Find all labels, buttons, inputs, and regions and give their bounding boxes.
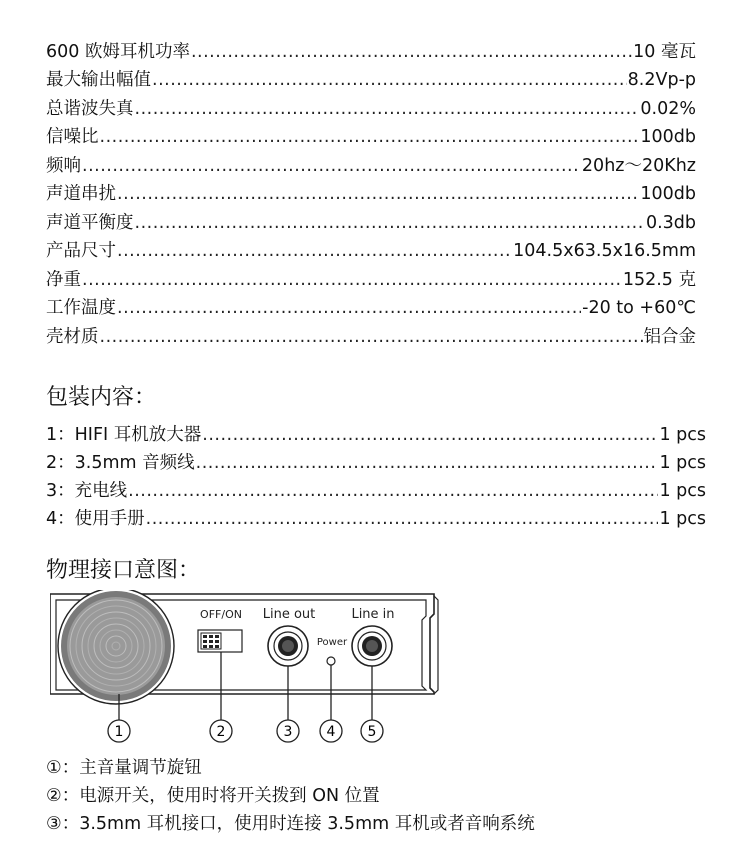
line-in-label: Line in — [351, 607, 395, 622]
package-item — [46, 418, 706, 446]
spec-row — [46, 148, 696, 177]
spec-row — [46, 91, 696, 120]
power-label: Power — [316, 637, 348, 648]
marker-2 — [210, 720, 232, 742]
line-out-jack[interactable] — [268, 626, 308, 666]
line-in-jack[interactable] — [352, 626, 392, 666]
leader-dots — [135, 212, 645, 234]
spec-value: 152.5 克 — [622, 269, 696, 290]
svg-text:2: 2 — [216, 724, 226, 740]
spec-value: 铝合金 — [643, 326, 696, 347]
spec-value: 8.2Vp-p — [627, 70, 696, 90]
spec-label: 工作温度 — [46, 298, 116, 318]
spec-label: 频响 — [46, 155, 81, 176]
spec-row — [46, 205, 696, 234]
leader-dots — [191, 41, 632, 63]
spec-label: 总谐波失真 — [46, 98, 134, 119]
leader-dots — [135, 98, 640, 120]
marker-3 — [277, 720, 299, 742]
spec-row — [46, 63, 696, 92]
callout-item: ①：主音量调节旋钮 — [46, 758, 202, 778]
leader-dots — [100, 326, 643, 348]
package-item — [46, 446, 706, 474]
spec-row — [46, 319, 696, 348]
package-title: 包装内容： — [46, 385, 157, 410]
svg-text:5: 5 — [367, 724, 377, 740]
spec-row — [46, 291, 696, 320]
spec-value: 104.5x63.5x16.5mm — [513, 241, 696, 261]
callout-item: ③：3.5mm 耳机接口，使用时连接 3.5mm 耳机或者音响系统 — [46, 814, 535, 834]
leader-dots — [82, 155, 581, 177]
leader-dots — [117, 297, 581, 319]
spec-value: -20 to +60℃ — [582, 298, 696, 318]
package-item-qty: 1 pcs — [659, 509, 706, 529]
leader-dots — [196, 452, 659, 474]
leader-dots — [202, 424, 658, 446]
spec-list — [46, 34, 696, 348]
package-item-qty: 1 pcs — [659, 453, 706, 473]
svg-text:4: 4 — [326, 724, 336, 740]
spec-value: 100db — [640, 184, 696, 204]
callout-list — [46, 755, 696, 839]
spec-row — [46, 234, 696, 263]
svg-text:3: 3 — [283, 724, 293, 740]
leader-dots — [100, 126, 640, 148]
leader-dots — [152, 69, 627, 91]
leader-dots — [117, 183, 639, 205]
device-diagram — [46, 590, 446, 750]
spec-label: 声道平衡度 — [46, 212, 134, 233]
package-item-qty: 1 pcs — [659, 425, 706, 445]
spec-value: 10 毫瓦 — [633, 41, 696, 62]
package-item — [46, 474, 706, 502]
spec-label: 产品尺寸 — [46, 241, 116, 261]
package-item-qty: 1 pcs — [659, 481, 706, 501]
spec-label: 最大输出幅值 — [46, 70, 151, 90]
leader-dots — [82, 269, 622, 291]
package-item-label: 4：使用手册 — [46, 509, 145, 529]
marker-1 — [108, 720, 130, 742]
callout-item: ②：电源开关，使用时将开关拨到 ON 位置 — [46, 786, 380, 806]
power-led-icon — [327, 657, 335, 665]
spec-value: 20hz～20Khz — [581, 155, 696, 176]
package-item-label: 1：HIFI 耳机放大器 — [46, 425, 202, 445]
svg-text:1: 1 — [114, 724, 124, 740]
leader-dots — [146, 508, 659, 530]
interface-title: 物理接口意图： — [46, 558, 201, 583]
power-switch[interactable] — [198, 630, 242, 652]
leader-dots — [128, 480, 658, 502]
spec-label: 净重 — [46, 269, 81, 290]
spec-label: 壳材质 — [46, 326, 99, 347]
package-item — [46, 502, 706, 530]
marker-5 — [361, 720, 383, 742]
line-out-label: Line out — [262, 607, 316, 622]
spec-row — [46, 34, 696, 63]
spec-row — [46, 120, 696, 149]
spec-value: 0.3db — [645, 212, 696, 233]
spec-value: 100db — [640, 127, 696, 147]
package-item-label: 2：3.5mm 音频线 — [46, 453, 195, 473]
switch-label: OFF/ON — [200, 608, 242, 621]
spec-label: 信噪比 — [46, 127, 99, 147]
spec-row — [46, 177, 696, 206]
package-list — [46, 418, 706, 530]
spec-label: 600 欧姆耳机功率 — [46, 41, 190, 62]
volume-knob[interactable] — [58, 590, 174, 704]
marker-4 — [320, 720, 342, 742]
spec-label: 声道串扰 — [46, 184, 116, 204]
package-item-label: 3：充电线 — [46, 481, 128, 501]
spec-value: 0.02% — [640, 98, 696, 119]
spec-row — [46, 262, 696, 291]
leader-dots — [117, 240, 512, 262]
